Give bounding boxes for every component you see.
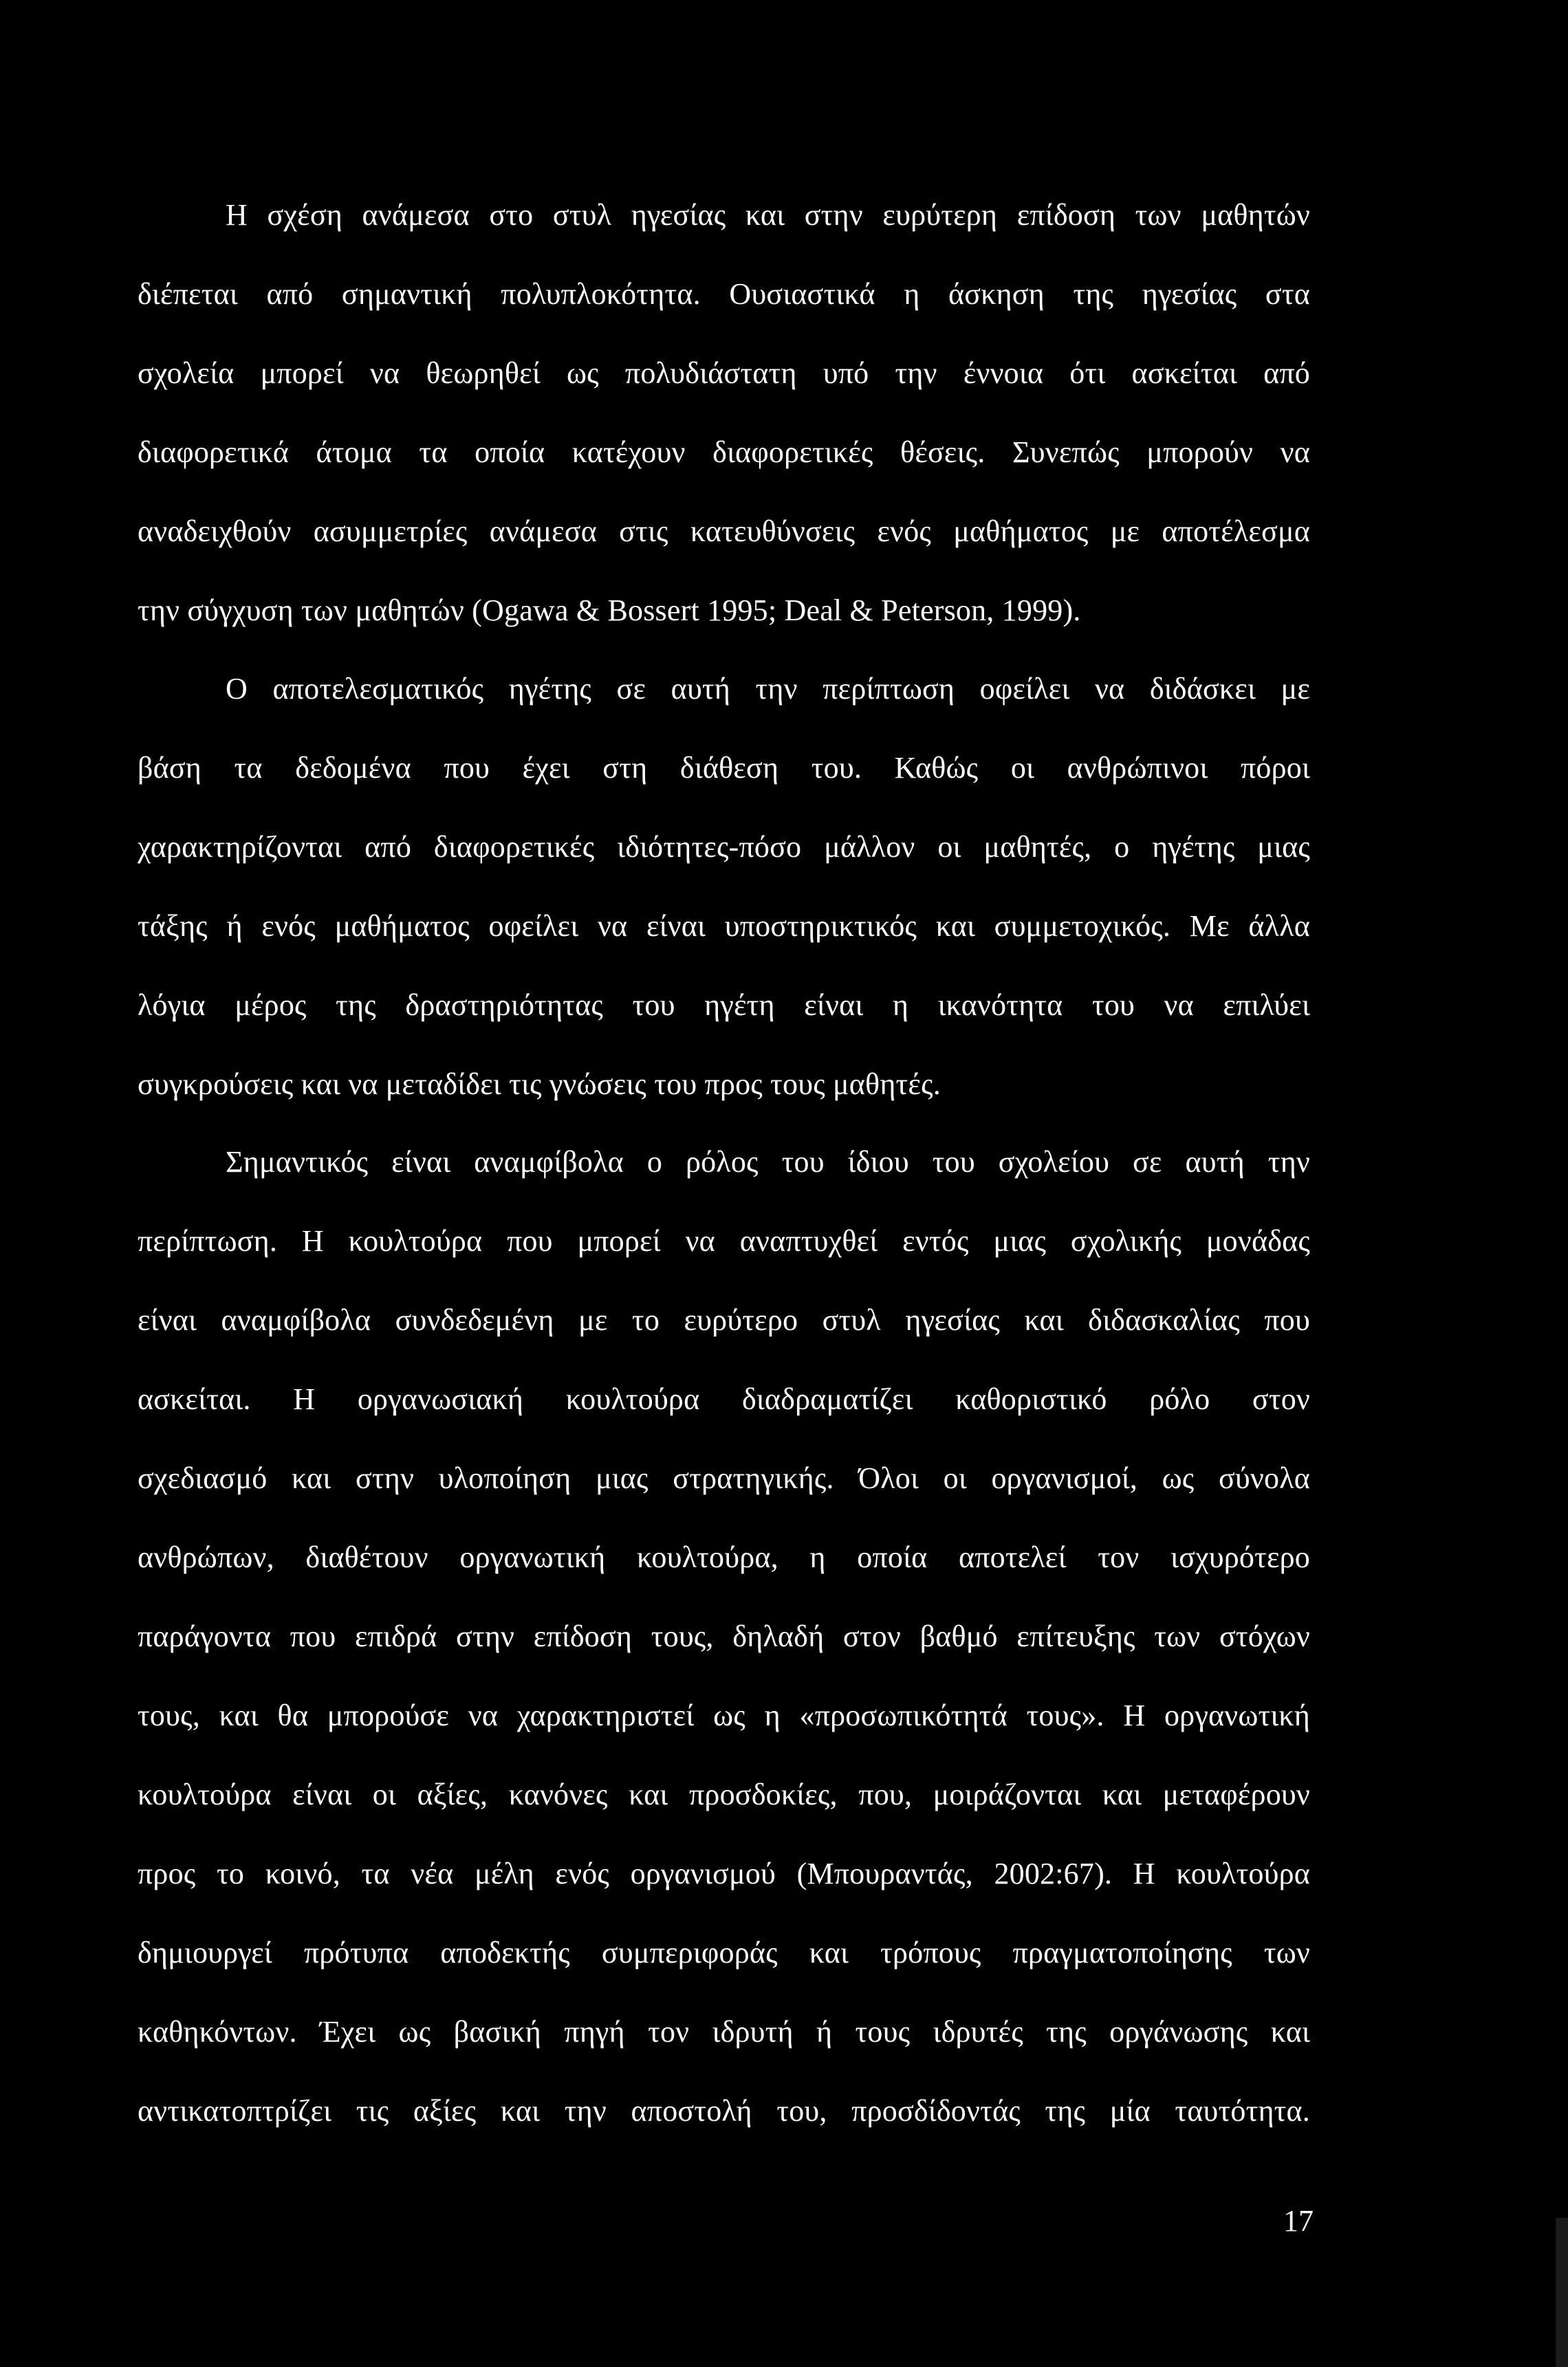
text-line: σχεδιασμό και στην υλοποίηση μιας στρατηγικής. Όλοι οι οργανισμοί, ως σύνολα — [138, 1461, 1310, 1495]
text-line: βάση τα δεδομένα που έχει στη διάθεση του. Καθώς οι ανθρώπινοι πόροι — [138, 751, 1310, 785]
text-line: καθηκόντων. Έχει ως βασική πηγή τον ιδρυτή ή τους ιδρυτές της οργάνωσης και — [138, 2015, 1310, 2049]
text-line: ασκείται. Η οργανωσιακή κουλτούρα διαδραματίζει καθοριστικό ρόλο στον — [138, 1382, 1310, 1416]
text-line: συγκρούσεις και να μεταδίδει τις γνώσεις του προς τους μαθητές. — [138, 1067, 941, 1101]
text-line: διέπεται από σημαντική πολυπλοκότητα. Ουσιαστικά η άσκηση της ηγεσίας στα — [138, 277, 1310, 311]
text-line: παράγοντα που επιδρά στην επίδοση τους, δηλαδή στον βαθμό επίτευξης των στόχων — [138, 1619, 1310, 1653]
text-line: Η σχέση ανάμεσα στο στυλ ηγεσίας και στην ευρύτερη επίδοση των μαθητών — [226, 198, 1310, 232]
text-line: σχολεία μπορεί να θεωρηθεί ως πολυδιάστατη υπό την έννοια ότι ασκείται από — [138, 356, 1310, 390]
text-line: αντικατοπτρίζει τις αξίες και την αποστολή του, προσδίδοντάς της μία ταυτότητα. — [138, 2094, 1310, 2128]
text-line: δημιουργεί πρότυπα αποδεκτής συμπεριφοράς και τρόπους πραγματοποίησης των — [138, 1936, 1310, 1970]
page-number: 17 — [1283, 2204, 1314, 2238]
scan-edge-mark — [1556, 2218, 1568, 2367]
text-line: προς το κοινό, τα νέα μέλη ενός οργανισμού (Μπουραντάς, 2002:67). Η κουλτούρα — [138, 1857, 1310, 1890]
text-line: ανθρώπων, διαθέτουν οργανωτική κουλτούρα, η οποία αποτελεί τον ισχυρότερο — [138, 1540, 1310, 1574]
text-line: κουλτούρα είναι οι αξίες, κανόνες και προσδοκίες, που, μοιράζονται και μεταφέρουν — [138, 1778, 1310, 1811]
text-line: τους, και θα μπορούσε να χαρακτηριστεί ως η «προσωπικότητά τους». Η οργανωτική — [138, 1699, 1310, 1732]
text-line: χαρακτηρίζονται από διαφορετικές ιδιότητες-πόσο μάλλον οι μαθητές, ο ηγέτης μιας — [138, 830, 1310, 864]
text-line: την σύγχυση των μαθητών (Ogawa & Bossert 1995; Deal & Peterson, 1999). — [138, 593, 1081, 627]
text-line: λόγια μέρος της δραστηριότητας του ηγέτη είναι η ικανότητα του να επιλύει — [138, 988, 1310, 1022]
text-line: τάξης ή ενός μαθήματος οφείλει να είναι υποστηρικτικός και συμμετοχικός. Με άλλα — [138, 909, 1310, 943]
text-line: Σημαντικός είναι αναμφίβολα ο ρόλος του ίδιου του σχολείου σε αυτή την — [226, 1145, 1310, 1179]
text-line: διαφορετικά άτομα τα οποία κατέχουν διαφορετικές θέσεις. Συνεπώς μπορούν να — [138, 435, 1310, 469]
text-line: είναι αναμφίβολα συνδεδεμένη με το ευρύτερο στυλ ηγεσίας και διδασκαλίας που — [138, 1303, 1310, 1337]
text-line: περίπτωση. Η κουλτούρα που μπορεί να αναπτυχθεί εντός μιας σχολικής μονάδας — [138, 1224, 1310, 1258]
text-line: αναδειχθούν ασυμμετρίες ανάμεσα στις κατευθύνσεις ενός μαθήματος με αποτέλεσμα — [138, 514, 1310, 548]
text-line: Ο αποτελεσματικός ηγέτης σε αυτή την περίπτωση οφείλει να διδάσκει με — [226, 672, 1310, 706]
